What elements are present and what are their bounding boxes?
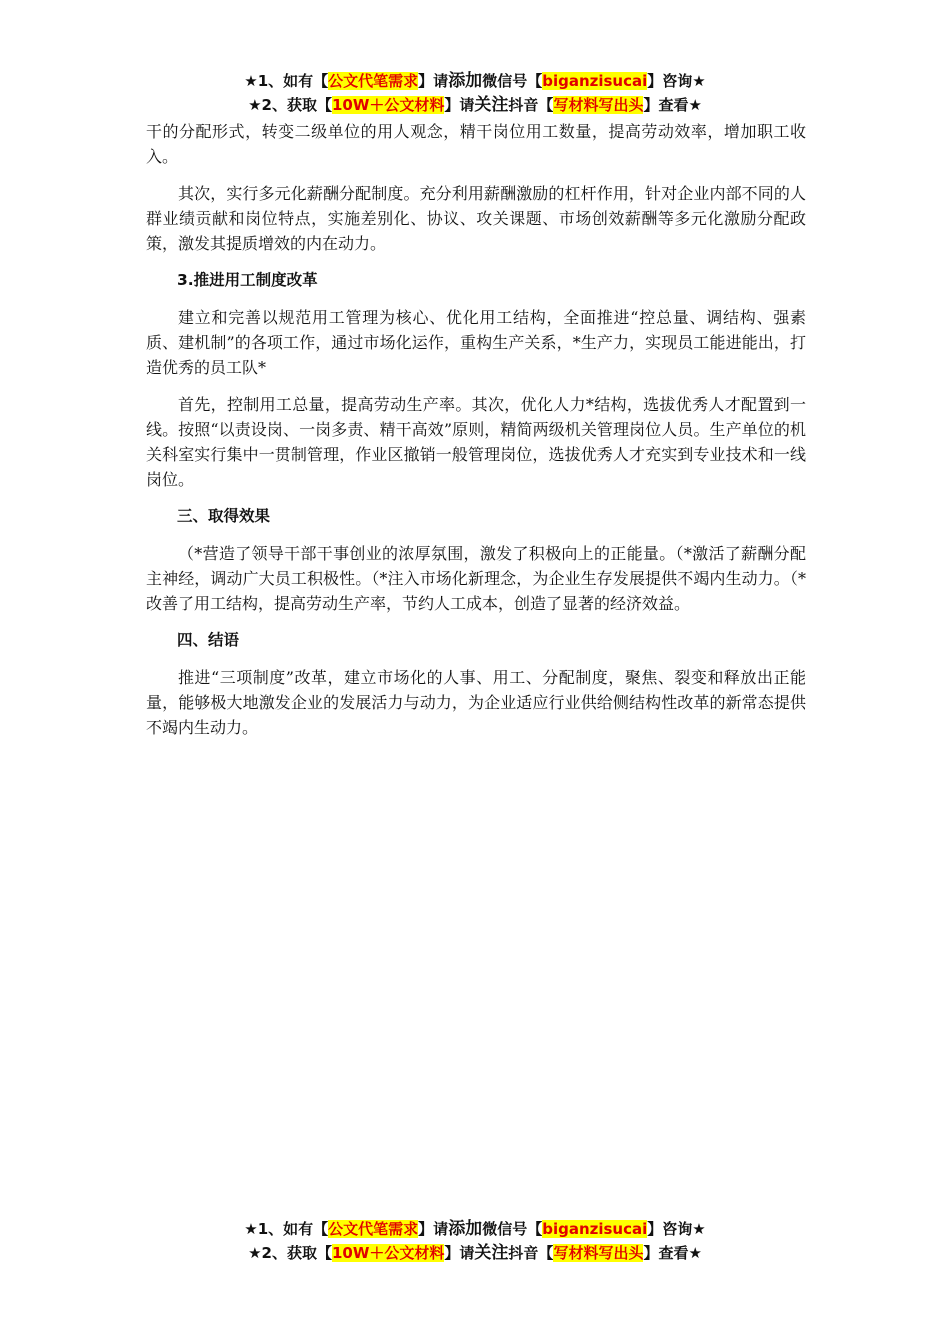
banner-text: 微信号【 (482, 72, 543, 90)
section-heading: 3.推进用工制度改革 (177, 271, 318, 289)
highlight-materials: 10W＋公文材料 (331, 1244, 445, 1262)
banner-text: 】请 (418, 72, 449, 90)
section-heading: 三、取得效果 (177, 507, 271, 525)
banner-line-1 (0, 69, 950, 93)
highlight-materials: 10W＋公文材料 (331, 96, 445, 114)
highlight-wechat-id: biganzisucai (542, 1220, 648, 1238)
document-body (146, 119, 806, 752)
banner-text: 微信号【 (482, 1220, 543, 1238)
banner-emphasis: 关注 (474, 95, 509, 115)
banner-text: ★1、如有【 (244, 1220, 329, 1238)
banner-text: ★2、获取【 (248, 1244, 332, 1262)
banner-text: 】咨询★ (647, 1220, 706, 1238)
banner-line-2 (0, 93, 950, 117)
banner-text: ★2、获取【 (248, 96, 332, 114)
banner-line-2 (0, 1241, 950, 1265)
banner-text: ★1、如有【 (244, 72, 329, 90)
banner-text: 】查看★ (643, 96, 702, 114)
paragraph: 推进“三项制度”改革，建立市场化的人事、用工、分配制度，聚焦、裂变和释放出正能量，能够极大地激发企业的发展活力与动力，为企业适应行业供给侧结构性改革的新常态提供不竭内生动力。 (146, 668, 806, 737)
section-heading: 四、结语 (177, 631, 240, 649)
banner-text: 】查看★ (643, 1244, 702, 1262)
highlight-douyin-account: 写材料写出头 (553, 96, 644, 114)
highlight-douyin-account: 写材料写出头 (553, 1244, 644, 1262)
paragraph: （*营造了领导干部干事创业的浓厚氛围，激发了积极向上的正能量。（*激活了薪酬分配主神经，调动广大员工积极性。（*注入市场化新理念，为企业生存发展提供不竭内生动力。（*改善了用工结构，提高劳动生产率，节约人工成本，创造了显著的经济效益。 (146, 544, 806, 613)
banner-text: 】请 (418, 1220, 449, 1238)
paragraph: 首先，控制用工总量，提高劳动生产率。其次，优化人力*结构，选拔优秀人才配置到一线。按照“以责设岗、一岗多责、精干高效”原则，精简两级机关管理岗位人员。生产单位的机关科室实行集中一贯制管理，作业区撤销一般管理岗位，选拔优秀人才充实到专业技术和一线岗位。 (146, 395, 806, 489)
banner-text: 】咨询★ (647, 72, 706, 90)
banner-emphasis: 添加 (448, 71, 483, 91)
banner-text: 】请 (444, 1244, 475, 1262)
highlight-wechat-id: biganzisucai (542, 72, 648, 90)
highlight-service: 公文代笔需求 (328, 1220, 419, 1238)
paragraph: 建立和完善以规范用工管理为核心、优化用工结构，全面推进“控总量、调结构、强素质、建机制”的各项工作，通过市场化运作，重构生产关系，*生产力，实现员工能进能出，打造优秀的员工队* (146, 308, 806, 377)
banner-emphasis: 关注 (474, 1243, 509, 1263)
highlight-service: 公文代笔需求 (328, 72, 419, 90)
paragraph: 干的分配形式，转变二级单位的用人观念，精干岗位用工数量，提高劳动效率，增加职工收入。 (146, 122, 806, 166)
banner-text: 抖音【 (508, 96, 554, 114)
footer-banner (0, 1217, 950, 1265)
banner-text: 】请 (444, 96, 475, 114)
paragraph: 其次，实行多元化薪酬分配制度。充分利用薪酬激励的杠杆作用，针对企业内部不同的人群业绩贡献和岗位特点，实施差别化、协议、攻关课题、市场创效薪酬等多元化激励分配政策，激发其提质增效的内在动力。 (146, 184, 806, 253)
banner-line-1 (0, 1217, 950, 1241)
header-banner (0, 69, 950, 117)
banner-text: 抖音【 (508, 1244, 554, 1262)
banner-emphasis: 添加 (448, 1219, 483, 1239)
